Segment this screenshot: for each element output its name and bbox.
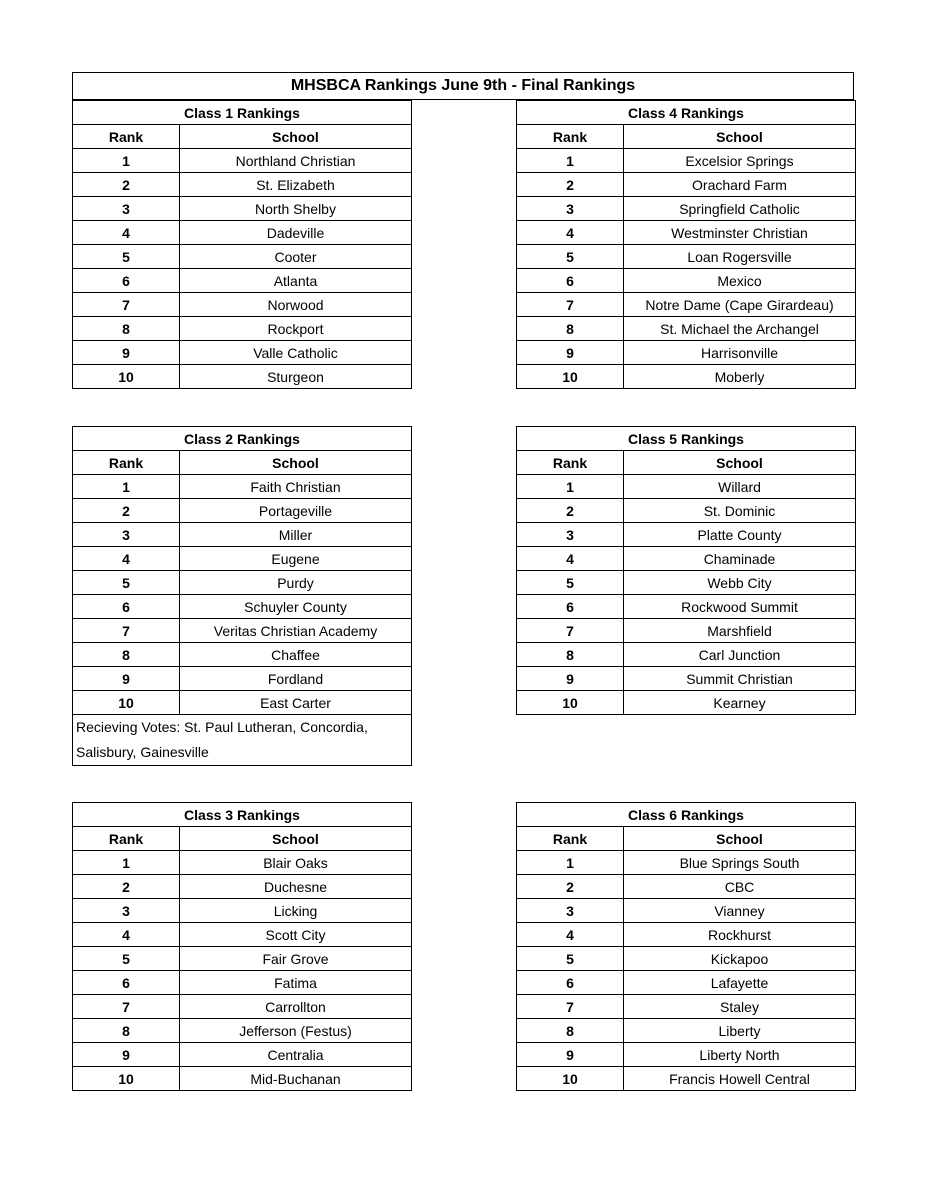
school-cell: Atlanta — [180, 269, 412, 293]
rank-cell: 2 — [73, 875, 180, 899]
table-row — [73, 475, 412, 499]
school-cell: Blue Springs South — [624, 851, 856, 875]
class-5-rankings-table — [516, 426, 856, 715]
table-row — [517, 197, 856, 221]
rank-cell: 1 — [517, 475, 624, 499]
school-cell: Scott City — [180, 923, 412, 947]
table-row — [517, 595, 856, 619]
school-cell: Carrollton — [180, 995, 412, 1019]
class-title: Class 5 Rankings — [517, 427, 856, 451]
table-row — [517, 149, 856, 173]
rank-column-header: Rank — [73, 125, 180, 149]
table-row — [517, 619, 856, 643]
table-row — [517, 365, 856, 389]
table-row — [517, 317, 856, 341]
table-row — [73, 691, 412, 715]
rank-cell: 1 — [73, 851, 180, 875]
school-cell: Mid-Buchanan — [180, 1067, 412, 1091]
school-cell: Fordland — [180, 667, 412, 691]
rank-column-header: Rank — [517, 125, 624, 149]
table-row — [73, 1067, 412, 1091]
school-column-header: School — [624, 827, 856, 851]
school-cell: Schuyler County — [180, 595, 412, 619]
table-row — [517, 269, 856, 293]
rank-cell: 3 — [517, 523, 624, 547]
rank-cell: 9 — [517, 1043, 624, 1067]
rank-cell: 10 — [517, 691, 624, 715]
table-row — [73, 995, 412, 1019]
rank-cell: 8 — [73, 1019, 180, 1043]
school-cell: Chaffee — [180, 643, 412, 667]
rank-cell: 8 — [517, 317, 624, 341]
table-header-row — [73, 827, 412, 851]
rank-cell: 1 — [517, 149, 624, 173]
table-row — [73, 571, 412, 595]
rank-cell: 6 — [73, 595, 180, 619]
table-title-row — [73, 101, 412, 125]
table-row — [73, 851, 412, 875]
table-row — [73, 643, 412, 667]
school-cell: Platte County — [624, 523, 856, 547]
rank-cell: 5 — [517, 245, 624, 269]
table-row — [73, 523, 412, 547]
school-cell: Summit Christian — [624, 667, 856, 691]
school-cell: Webb City — [624, 571, 856, 595]
table-row — [517, 293, 856, 317]
table-row — [73, 947, 412, 971]
table-row — [517, 643, 856, 667]
school-cell: Vianney — [624, 899, 856, 923]
table-row — [73, 245, 412, 269]
table-row — [73, 923, 412, 947]
table-header-row — [73, 451, 412, 475]
school-cell: Francis Howell Central — [624, 1067, 856, 1091]
table-title-row — [73, 803, 412, 827]
table-row — [517, 947, 856, 971]
school-column-header: School — [624, 125, 856, 149]
rank-column-header: Rank — [73, 827, 180, 851]
rank-cell: 5 — [517, 947, 624, 971]
table-row — [73, 1043, 412, 1067]
rank-cell: 10 — [73, 1067, 180, 1091]
receiving-votes-note: Recieving Votes: St. Paul Lutheran, Concordia, Salisbury, Gainesville — [73, 715, 412, 766]
school-cell: Norwood — [180, 293, 412, 317]
school-column-header: School — [180, 125, 412, 149]
school-cell: North Shelby — [180, 197, 412, 221]
table-row — [517, 1067, 856, 1091]
table-row — [73, 341, 412, 365]
class-6-rankings-table — [516, 802, 856, 1091]
table-row — [73, 899, 412, 923]
table-row — [517, 475, 856, 499]
rank-cell: 1 — [517, 851, 624, 875]
table-title-row — [517, 427, 856, 451]
school-cell: Jefferson (Festus) — [180, 1019, 412, 1043]
table-row — [73, 595, 412, 619]
rank-cell: 7 — [73, 293, 180, 317]
rank-cell: 4 — [73, 221, 180, 245]
school-cell: Staley — [624, 995, 856, 1019]
table-row — [517, 221, 856, 245]
table-row — [73, 365, 412, 389]
table-title-row — [73, 427, 412, 451]
school-cell: Lafayette — [624, 971, 856, 995]
school-cell: Fair Grove — [180, 947, 412, 971]
table-row — [73, 293, 412, 317]
school-cell: Blair Oaks — [180, 851, 412, 875]
rank-cell: 4 — [517, 923, 624, 947]
school-cell: Moberly — [624, 365, 856, 389]
rank-cell: 2 — [517, 173, 624, 197]
table-row — [73, 221, 412, 245]
rank-cell: 5 — [73, 571, 180, 595]
class-title: Class 1 Rankings — [73, 101, 412, 125]
school-cell: Licking — [180, 899, 412, 923]
rank-cell: 7 — [517, 619, 624, 643]
table-row — [517, 851, 856, 875]
school-cell: Cooter — [180, 245, 412, 269]
rank-cell: 1 — [73, 149, 180, 173]
class-title: Class 6 Rankings — [517, 803, 856, 827]
class-2-rankings-table — [72, 426, 412, 766]
school-cell: Fatima — [180, 971, 412, 995]
school-cell: Eugene — [180, 547, 412, 571]
school-cell: Loan Rogersville — [624, 245, 856, 269]
school-cell: East Carter — [180, 691, 412, 715]
rank-cell: 6 — [517, 595, 624, 619]
school-cell: St. Elizabeth — [180, 173, 412, 197]
school-cell: Kickapoo — [624, 947, 856, 971]
school-cell: Faith Christian — [180, 475, 412, 499]
table-row — [517, 971, 856, 995]
school-cell: Purdy — [180, 571, 412, 595]
table-row — [517, 691, 856, 715]
school-cell: Sturgeon — [180, 365, 412, 389]
rank-cell: 4 — [73, 547, 180, 571]
rank-cell: 2 — [73, 173, 180, 197]
school-cell: Marshfield — [624, 619, 856, 643]
rank-cell: 2 — [517, 875, 624, 899]
receiving-votes-row — [73, 715, 412, 766]
rank-column-header: Rank — [73, 451, 180, 475]
rank-cell: 7 — [517, 293, 624, 317]
rank-cell: 8 — [73, 643, 180, 667]
school-cell: Rockhurst — [624, 923, 856, 947]
rank-cell: 5 — [517, 571, 624, 595]
rank-cell: 3 — [517, 197, 624, 221]
class-3-rankings-table — [72, 802, 412, 1091]
table-title-row — [517, 101, 856, 125]
rank-cell: 4 — [517, 547, 624, 571]
rank-cell: 3 — [73, 197, 180, 221]
table-header-row — [517, 125, 856, 149]
rank-cell: 10 — [517, 365, 624, 389]
school-cell: Excelsior Springs — [624, 149, 856, 173]
rank-cell: 7 — [73, 619, 180, 643]
table-row — [73, 499, 412, 523]
school-cell: Miller — [180, 523, 412, 547]
table-row — [517, 523, 856, 547]
rank-cell: 5 — [73, 245, 180, 269]
class-title: Class 3 Rankings — [73, 803, 412, 827]
rank-column-header: Rank — [517, 451, 624, 475]
school-column-header: School — [180, 827, 412, 851]
rank-cell: 9 — [73, 1043, 180, 1067]
rank-cell: 9 — [73, 341, 180, 365]
rank-cell: 6 — [517, 269, 624, 293]
school-column-header: School — [180, 451, 412, 475]
rank-cell: 9 — [73, 667, 180, 691]
school-cell: Northland Christian — [180, 149, 412, 173]
school-cell: Chaminade — [624, 547, 856, 571]
rank-cell: 5 — [73, 947, 180, 971]
table-row — [517, 1019, 856, 1043]
school-cell: Kearney — [624, 691, 856, 715]
rank-cell: 9 — [517, 341, 624, 365]
rank-cell: 9 — [517, 667, 624, 691]
rank-cell: 3 — [517, 899, 624, 923]
school-cell: Duchesne — [180, 875, 412, 899]
rank-cell: 4 — [517, 221, 624, 245]
rank-cell: 10 — [73, 365, 180, 389]
school-cell: Centralia — [180, 1043, 412, 1067]
table-row — [73, 269, 412, 293]
table-row — [517, 547, 856, 571]
table-row — [517, 341, 856, 365]
school-cell: Veritas Christian Academy — [180, 619, 412, 643]
class-1-rankings-table — [72, 100, 412, 389]
school-cell: Liberty — [624, 1019, 856, 1043]
school-cell: Valle Catholic — [180, 341, 412, 365]
school-cell: Harrisonville — [624, 341, 856, 365]
rank-cell: 3 — [73, 899, 180, 923]
school-cell: Notre Dame (Cape Girardeau) — [624, 293, 856, 317]
rank-cell: 10 — [517, 1067, 624, 1091]
school-cell: Carl Junction — [624, 643, 856, 667]
school-cell: Rockport — [180, 317, 412, 341]
school-cell: Mexico — [624, 269, 856, 293]
page-title: MHSBCA Rankings June 9th - Final Rankings — [72, 72, 854, 100]
rank-cell: 3 — [73, 523, 180, 547]
table-row — [73, 547, 412, 571]
table-row — [517, 995, 856, 1019]
rank-cell: 2 — [73, 499, 180, 523]
class-title: Class 4 Rankings — [517, 101, 856, 125]
table-row — [73, 149, 412, 173]
class-title: Class 2 Rankings — [73, 427, 412, 451]
table-header-row — [517, 451, 856, 475]
rank-cell: 2 — [517, 499, 624, 523]
school-cell: St. Michael the Archangel — [624, 317, 856, 341]
school-cell: Dadeville — [180, 221, 412, 245]
rank-cell: 7 — [517, 995, 624, 1019]
table-row — [73, 197, 412, 221]
rank-cell: 8 — [517, 643, 624, 667]
school-cell: Westminster Christian — [624, 221, 856, 245]
table-row — [73, 1019, 412, 1043]
table-row — [517, 173, 856, 197]
table-row — [517, 571, 856, 595]
table-row — [517, 1043, 856, 1067]
table-row — [517, 245, 856, 269]
school-cell: Springfield Catholic — [624, 197, 856, 221]
rank-cell: 6 — [517, 971, 624, 995]
rank-cell: 7 — [73, 995, 180, 1019]
school-cell: Willard — [624, 475, 856, 499]
rank-cell: 8 — [73, 317, 180, 341]
school-column-header: School — [624, 451, 856, 475]
school-cell: CBC — [624, 875, 856, 899]
table-row — [517, 923, 856, 947]
rank-cell: 6 — [73, 269, 180, 293]
table-row — [73, 619, 412, 643]
rank-cell: 6 — [73, 971, 180, 995]
class-4-rankings-table — [516, 100, 856, 389]
table-row — [73, 667, 412, 691]
rank-cell: 4 — [73, 923, 180, 947]
table-header-row — [517, 827, 856, 851]
table-row — [517, 875, 856, 899]
school-cell: St. Dominic — [624, 499, 856, 523]
school-cell: Orachard Farm — [624, 173, 856, 197]
rank-column-header: Rank — [517, 827, 624, 851]
table-row — [73, 875, 412, 899]
rank-cell: 10 — [73, 691, 180, 715]
table-header-row — [73, 125, 412, 149]
table-row — [517, 899, 856, 923]
table-row — [517, 667, 856, 691]
table-title-row — [517, 803, 856, 827]
rank-cell: 8 — [517, 1019, 624, 1043]
school-cell: Liberty North — [624, 1043, 856, 1067]
school-cell: Portageville — [180, 499, 412, 523]
school-cell: Rockwood Summit — [624, 595, 856, 619]
table-row — [73, 173, 412, 197]
table-row — [517, 499, 856, 523]
table-row — [73, 971, 412, 995]
table-row — [73, 317, 412, 341]
rank-cell: 1 — [73, 475, 180, 499]
